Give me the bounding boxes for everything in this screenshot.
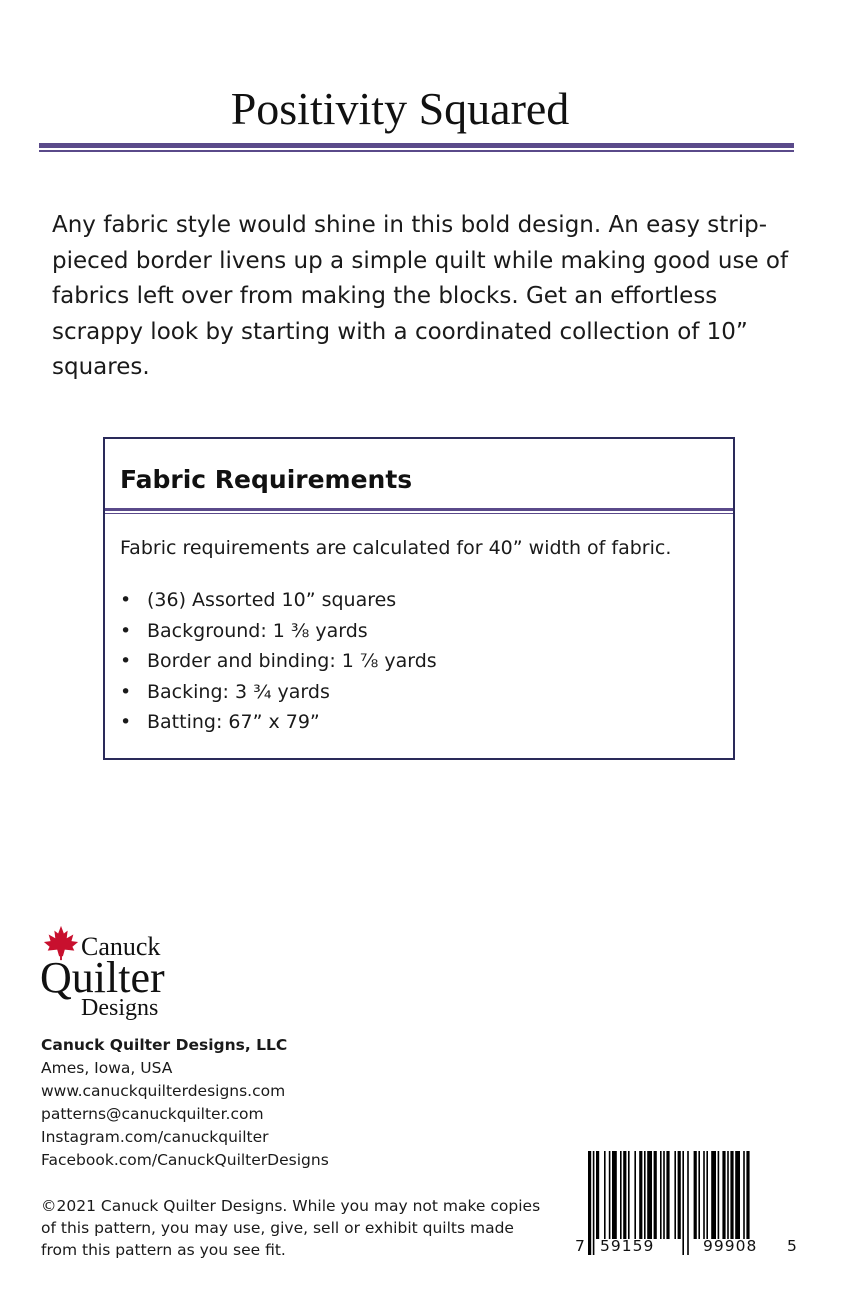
barcode-digits-group2: 99908 — [703, 1237, 758, 1255]
barcode-digit-last: 5 — [787, 1237, 797, 1255]
website-link[interactable]: www.canuckquilterdesigns.com — [41, 1082, 286, 1100]
facebook-link[interactable]: Facebook.com/CanuckQuilterDesigns — [41, 1151, 329, 1169]
requirements-rule-thin — [105, 513, 733, 514]
list-item — [120, 707, 437, 738]
company-logo — [38, 922, 198, 1022]
bullet-icon: • — [120, 711, 132, 733]
company-location: Ames, Iowa, USA — [41, 1059, 173, 1077]
list-item — [120, 585, 437, 616]
requirements-note: Fabric requirements are calculated for 40” width of fabric. — [120, 537, 672, 559]
list-item — [120, 616, 437, 647]
list-item — [120, 677, 437, 708]
logo-text-quilter: Quilter — [40, 953, 165, 1002]
email-link[interactable]: patterns@canuckquilter.com — [41, 1105, 264, 1123]
contact-block — [41, 1034, 329, 1172]
list-item-text: Border and binding: 1 ⅞ yards — [147, 650, 437, 672]
instagram-link[interactable]: Instagram.com/canuckquilter — [41, 1128, 269, 1146]
barcode-digits-group1: 59159 — [600, 1237, 655, 1255]
page-title: Positivity Squared — [230, 83, 570, 134]
logo-text-canuck: Canuck — [81, 932, 161, 961]
list-item-text: Batting: 67” x 79” — [147, 711, 320, 733]
bullet-icon: • — [120, 680, 132, 703]
bullet-icon: • — [120, 619, 132, 642]
intro-paragraph: Any fabric style would shine in this bold design. An easy strip-pieced border livens up a simple quilt while making good use of fabrics left over from making the blocks. Get an effortless scrappy look by starting with a coordinated collection of 10” squares. — [52, 212, 789, 380]
logo-text-designs: Designs — [81, 995, 159, 1021]
list-item-text: (36) Assorted 10” squares — [147, 589, 397, 611]
requirements-rule-thick — [105, 508, 733, 511]
title-rule-thin — [39, 150, 794, 152]
title-rule-thick — [39, 143, 794, 148]
bullet-icon: • — [120, 589, 132, 611]
list-item-text: Background: 1 ⅜ yards — [147, 619, 368, 642]
fabric-requirements-title: Fabric Requirements — [120, 465, 413, 494]
list-item — [120, 646, 437, 677]
fabric-requirements-box — [103, 437, 735, 760]
requirements-list — [120, 585, 437, 738]
company-name: Canuck Quilter Designs, LLC — [41, 1036, 288, 1054]
list-item-text: Backing: 3 ¾ yards — [147, 680, 330, 703]
barcode-digit-first: 7 — [575, 1237, 585, 1255]
copyright-notice: ©2021 Canuck Quilter Designs. While you may not make copies of this pattern, you may use, give, sell or exhibit quilts made from this pattern as you see fit. — [41, 1197, 541, 1259]
bullet-icon: • — [120, 650, 132, 672]
